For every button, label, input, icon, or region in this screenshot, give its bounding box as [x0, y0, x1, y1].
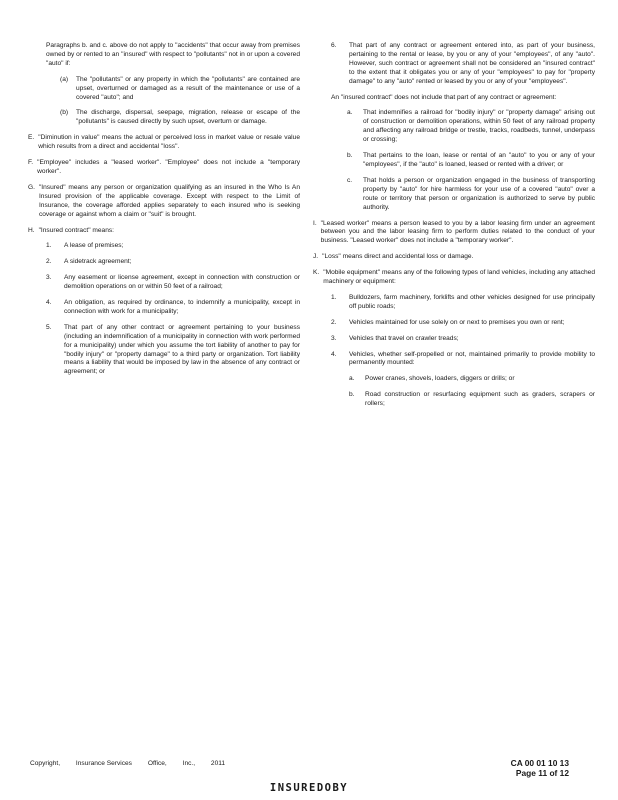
- list-item: [60, 109, 300, 127]
- copyright-label: Copyright,: [30, 760, 61, 767]
- copyright-year: 2011: [210, 760, 226, 767]
- list-marker: b.: [349, 391, 355, 399]
- section-label: F.: [28, 159, 34, 167]
- list-item: [46, 274, 300, 292]
- section-label: H.: [28, 226, 35, 234]
- list-item: [46, 242, 300, 251]
- pollution-exception-block: [46, 42, 300, 127]
- section-label: G.: [28, 183, 35, 191]
- list-marker: 5.: [46, 323, 52, 331]
- exclusion-list: [347, 109, 595, 212]
- section-text: "Insured" means any person or organization qualifying as an insured in the Who Is An Insured provision of the applicable coverage. Except with respect to the Limit of Insurance, the coverage afforded applies separately to each insured who is seeking coverage or against whom a claim or "suit" is brought.: [38, 183, 300, 218]
- page-number: Page 11 of 12: [515, 768, 569, 778]
- list-text: That part of any contract or agreement entered into, as part of your business, pertaining to the rental or lease, by you or any of your "employees", of any "auto". However, such contract or agreement shall not be considered an "insured contract" to the extent that it obligates you or any of your "employees" to pay for "property damage" to any "auto" rented or leased by you or any of your "employees".: [349, 42, 595, 85]
- list-text: Vehicles maintained for use solely on or next to premises you own or rent;: [349, 318, 565, 326]
- definition-i: [313, 220, 595, 247]
- list-text: That indemnifies a railroad for "bodily injury" or "property damage" arising out of construction or demolition operations, within 50 feet of any railroad property and affecting any railroad bridge or trestle, tracks, roadbeds, tunnel, underpass or crossing;: [363, 109, 595, 144]
- list-marker: b.: [347, 152, 353, 160]
- list-marker: 1.: [46, 242, 52, 250]
- copyright-org: Office,: [147, 760, 167, 767]
- list-marker: 3.: [46, 274, 52, 282]
- section-label: J.: [313, 253, 319, 261]
- list-marker: 1.: [331, 293, 337, 301]
- watermark-logo: INSUREDOBY: [269, 782, 349, 794]
- mobile-equipment-list: [331, 294, 595, 409]
- list-item: [349, 375, 595, 384]
- list-text: That part of any other contract or agreement pertaining to your business (including an indemnification of a municipality in connection with work performed for a municipality) under which you assume the tort liability of another to pay for "bodily injury" or "property damage" to a third party or organization. Tort liability means a liability that would be imposed by law in the absence of any contract or agreement; or: [64, 323, 300, 376]
- list-item: [331, 42, 595, 87]
- list-marker: 3.: [331, 334, 337, 342]
- section-text: "Loss" means direct and accidental loss or damage.: [322, 253, 474, 261]
- list-item: [349, 391, 595, 409]
- list-marker: a.: [349, 375, 355, 383]
- exclusion-intro: An "insured contract" does not include that part of any contract or agreement:: [331, 93, 557, 101]
- definition-h: [28, 227, 300, 236]
- list-marker: 2.: [331, 318, 337, 326]
- section-label: K.: [313, 269, 320, 277]
- list-item: [60, 76, 300, 103]
- list-item: [347, 152, 595, 170]
- footer-form-info: [497, 758, 569, 778]
- section-label: I.: [313, 219, 317, 227]
- list-text: The discharge, dispersal, seepage, migration, release or escape of the "pollutants" is caused directly by such upset, overturn or damage.: [76, 109, 300, 126]
- definition-j: [313, 253, 595, 262]
- list-marker: (a): [60, 75, 69, 83]
- section-text: "Diminution in value" means the actual or perceived loss in market value or resale value which results from a direct and accidental "loss".: [38, 134, 300, 151]
- definition-g: [28, 184, 300, 220]
- left-column: [28, 42, 300, 384]
- list-marker: c.: [347, 176, 353, 184]
- definition-k: [313, 269, 595, 287]
- list-marker: 2.: [46, 258, 52, 266]
- mounted-equipment-list: [349, 375, 595, 409]
- right-column: [313, 42, 595, 416]
- list-text: A sidetrack agreement;: [64, 258, 132, 266]
- list-marker: (b): [60, 109, 69, 117]
- list-marker: 4.: [46, 299, 52, 307]
- insured-contract-list: [46, 242, 300, 377]
- list-text: The "pollutants" or any property in which the "pollutants" are contained are upset, overturned or damaged as a result of the maintenance or use of a covered "auto"; and: [76, 75, 300, 101]
- list-item: [46, 258, 300, 267]
- list-text: Power cranes, shovels, loaders, diggers or drills; or: [365, 375, 515, 383]
- list-text: Any easement or license agreement, except in connection with construction or demolition operations on or within 50 feet of a railroad;: [64, 274, 300, 291]
- list-text: That holds a person or organization engaged in the business of transporting property by "auto" for hire harmless for your use of a covered "auto" over a route or territory that person or organization is authorized to serve by public authority.: [363, 176, 595, 211]
- list-text: An obligation, as required by ordinance, to indemnify a municipality, except in connection with work for a municipality;: [64, 299, 300, 315]
- footer-copyright: [30, 760, 239, 769]
- list-text: Road construction or resurfacing equipment such as graders, scrapers or rollers;: [365, 391, 595, 408]
- list-item: [46, 299, 300, 317]
- copyright-org: Inc.,: [182, 760, 196, 767]
- form-number: CA 00 01 10 13: [510, 758, 569, 768]
- list-marker: 4.: [331, 350, 337, 358]
- list-text: A lease of premises;: [64, 242, 124, 250]
- list-text: Vehicles that travel on crawler treads;: [349, 334, 459, 342]
- copyright-org: Insurance Services: [75, 760, 132, 767]
- list-item: [331, 294, 595, 312]
- section-text: "Mobile equipment" means any of the following types of land vehicles, including any attached machinery or equipment:: [323, 269, 595, 286]
- list-item: [347, 177, 595, 213]
- list-marker: 6.: [331, 42, 337, 49]
- section-text: "Employee" includes a "leased worker". "Employee" does not include a "temporary worker".: [37, 159, 300, 175]
- list-item: [46, 324, 300, 377]
- list-item: [331, 319, 595, 328]
- section-label: E.: [28, 134, 35, 142]
- section-text: "Leased worker" means a person leased to you by a labor leasing firm under an agreement between you and the labor leasing firm to perform duties related to the conduct of your business. "Leased worker" does not include a "temporary worker".: [320, 219, 595, 245]
- list-item: [331, 335, 595, 344]
- list-marker: a.: [347, 109, 353, 117]
- list-text: Vehicles, whether self-propelled or not, maintained primarily to provide mobility to permanently mounted:: [349, 350, 595, 367]
- definition-f: [28, 159, 300, 177]
- list-item: [347, 109, 595, 145]
- section-text: "Insured contract" means:: [38, 226, 115, 234]
- list-item: [331, 351, 595, 369]
- pollution-exception-text: Paragraphs b. and c. above do not apply to "accidents" that occur away from premises owned by or rented to an "insured" with respect to "pollutants" not in or upon a covered "auto" if:: [46, 42, 300, 67]
- list-text: Bulldozers, farm machinery, forklifts and other vehicles designed for use principally off public roads;: [349, 293, 595, 310]
- definition-e: [28, 134, 300, 152]
- list-text: That pertains to the loan, lease or rental of an "auto" to you or any of your "employees", if the "auto" is loaned, leased or rented with a driver; or: [363, 152, 595, 168]
